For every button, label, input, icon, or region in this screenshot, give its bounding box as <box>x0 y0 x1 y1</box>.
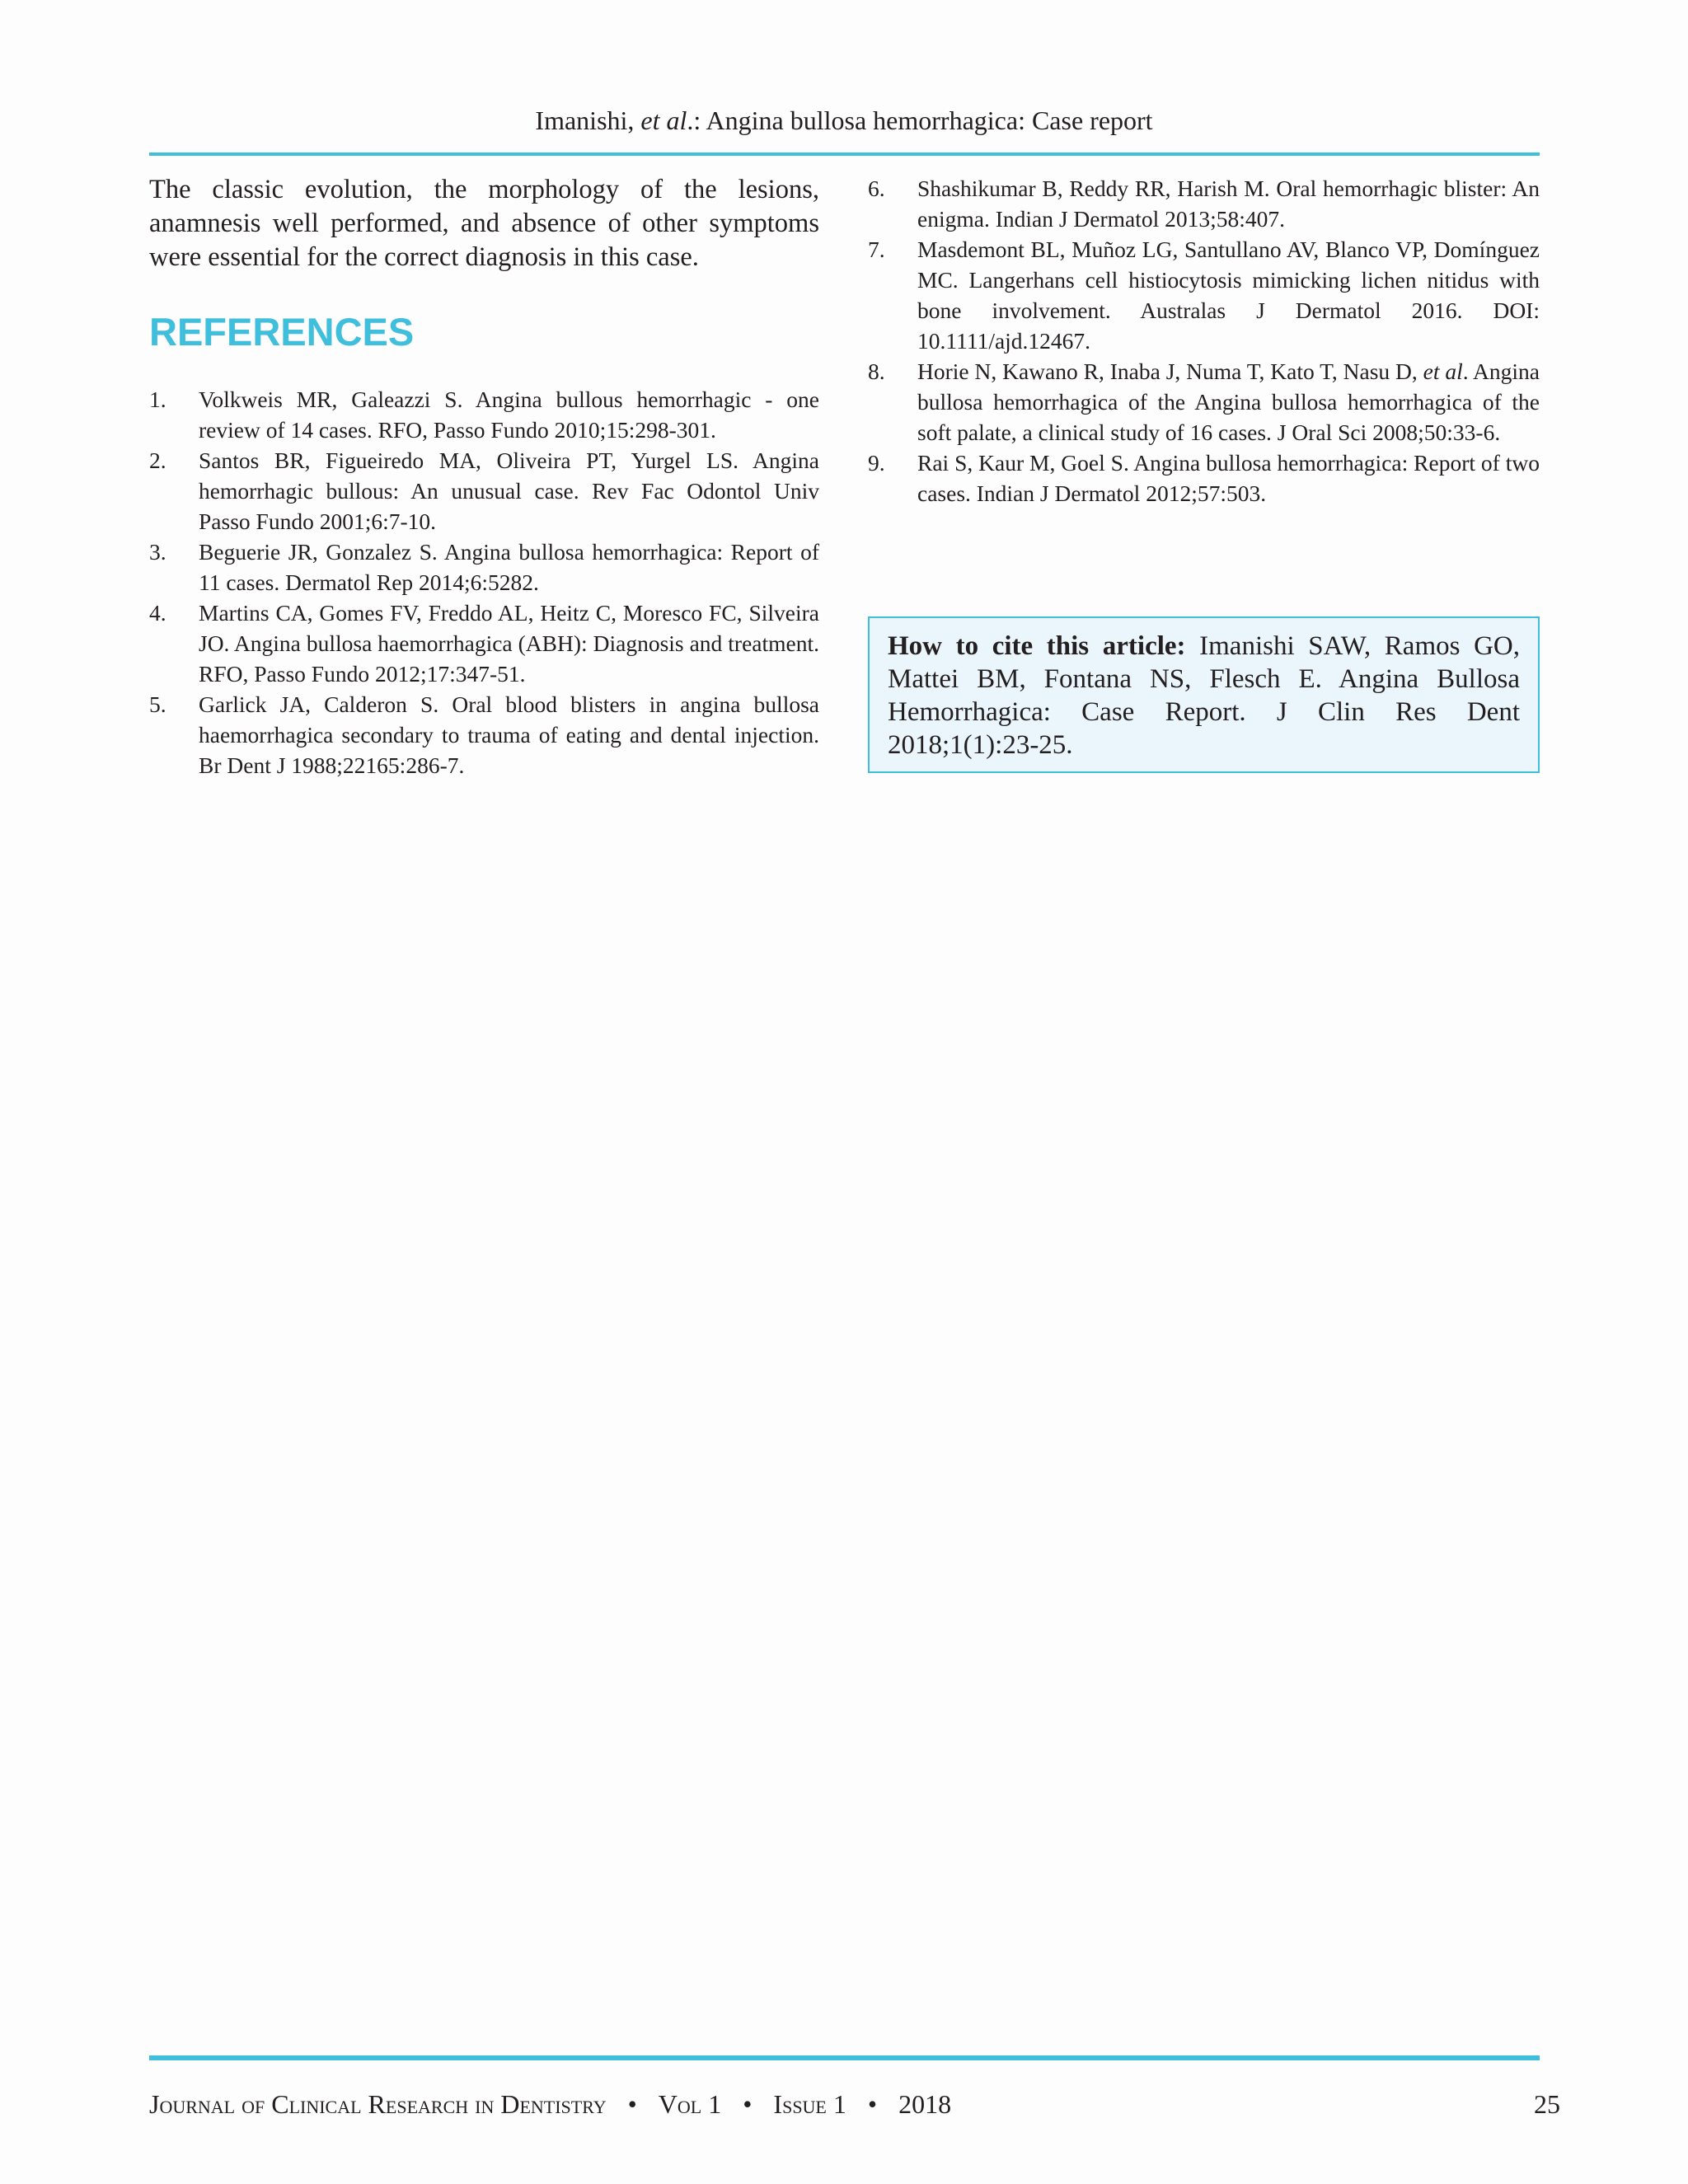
reference-number: 3. <box>149 539 166 565</box>
reference-item <box>868 173 1540 234</box>
footer-journal-name: Journal of Clinical Research in Dentistry <box>149 2089 607 2119</box>
how-to-cite-box <box>868 616 1540 773</box>
references-list-right <box>868 173 1540 509</box>
running-head-title: .: Angina bullosa hemorrhagica: Case report <box>687 105 1153 135</box>
right-column <box>868 173 1540 509</box>
left-column <box>149 173 819 778</box>
how-to-cite-text: Imanishi SAW, Ramos GO, Mattei BM, Fontana NS, Flesch E. Angina Bullosa Hemorrhagica: Case Report. J Clin Res Dent 2018;1(1):23-25. <box>888 631 1520 760</box>
reference-text: Santos BR, Figueiredo MA, Oliveira PT, Yurgel LS. Angina hemorrhagic bullous: An unusual case. Rev Fac Odontol Univ Passo Fundo 2001;6:7-10. <box>199 448 819 534</box>
reference-text: Volkweis MR, Galeazzi S. Angina bullous hemorrhagic - one review of 14 cases. RFO, Passo Fundo 2010;15:298-301. <box>199 387 819 443</box>
footer-year: 2018 <box>898 2089 952 2119</box>
how-to-cite-label: How to cite this article: <box>888 631 1186 661</box>
footer-bullet: • <box>743 2089 753 2119</box>
footer-journal-info <box>149 2088 951 2121</box>
header-rule <box>149 152 1540 156</box>
footer-volume: Vol 1 <box>658 2089 722 2119</box>
reference-number: 5. <box>149 691 166 717</box>
reference-text: Rai S, Kaur M, Goel S. Angina bullosa hemorrhagica: Report of two cases. Indian J Dermatol 2012;57:503. <box>917 450 1540 506</box>
reference-item <box>149 445 819 537</box>
reference-text: Martins CA, Gomes FV, Freddo AL, Heitz C, Moresco FC, Silveira JO. Angina bullosa haemorrhagica (ABH): Diagnosis and treatment. RFO, Passo Fundo 2012;17:347-51. <box>199 600 819 687</box>
reference-item <box>149 384 819 445</box>
reference-item <box>149 537 819 598</box>
reference-number: 2. <box>149 448 166 473</box>
reference-item <box>149 689 819 780</box>
intro-paragraph: The classic evolution, the morphology of the lesions, anamnesis well performed, and absence of other symptoms were essential for the correct diagnosis in this case. <box>149 175 819 272</box>
footer-rule <box>149 2055 1540 2060</box>
reference-number: 1. <box>149 387 166 412</box>
footer-bullet: • <box>627 2089 637 2119</box>
reference-text-rest: . Angina bullosa hemorrhagica of the Angina bullosa hemorrhagica of the soft palate, a clinical study of 16 cases. J Oral Sci 2008;50:33-6. <box>917 359 1540 445</box>
footer-issue: Issue 1 <box>773 2089 846 2119</box>
reference-number: 7. <box>868 237 885 262</box>
reference-text: Beguerie JR, Gonzalez S. Angina bullosa hemorrhagica: Report of 11 cases. Dermatol Rep 2014;6:5282. <box>199 539 819 595</box>
reference-text: Masdemont BL, Muñoz LG, Santullano AV, Blanco VP, Domínguez MC. Langerhans cell histiocytosis mimicking lichen nitidus with bone involvement. Australas J Dermatol 2016. DOI: 10.1111/ajd.12467. <box>917 237 1540 354</box>
reference-item <box>868 234 1540 356</box>
reference-text-authors: Horie N, Kawano R, Inaba J, Numa T, Kato T, Nasu D, <box>917 359 1423 384</box>
page-number: 25 <box>1534 2089 1560 2119</box>
reference-number: 6. <box>868 176 885 201</box>
references-heading: REFERENCES <box>149 310 415 354</box>
reference-number: 4. <box>149 600 166 626</box>
reference-text: Garlick JA, Calderon S. Oral blood blisters in angina bullosa haemorrhagica secondary to trauma of eating and dental injection. Br Dent J 1988;22165:286-7. <box>199 691 819 778</box>
running-head <box>0 104 1688 137</box>
page-footer <box>149 2088 1560 2121</box>
running-head-etal: et al <box>640 105 687 135</box>
reference-text: Shashikumar B, Reddy RR, Harish M. Oral hemorrhagic blister: An enigma. Indian J Dermatol 2013;58:407. <box>917 176 1540 232</box>
reference-item <box>868 356 1540 448</box>
references-list-left <box>149 384 819 780</box>
reference-item <box>868 448 1540 509</box>
footer-bullet: • <box>867 2089 878 2119</box>
reference-number: 8. <box>868 359 885 384</box>
reference-text <box>917 359 1540 445</box>
reference-number: 9. <box>868 450 885 476</box>
reference-text-etal: et al <box>1423 359 1463 384</box>
reference-item <box>149 598 819 689</box>
running-head-author: Imanishi, <box>535 105 641 135</box>
